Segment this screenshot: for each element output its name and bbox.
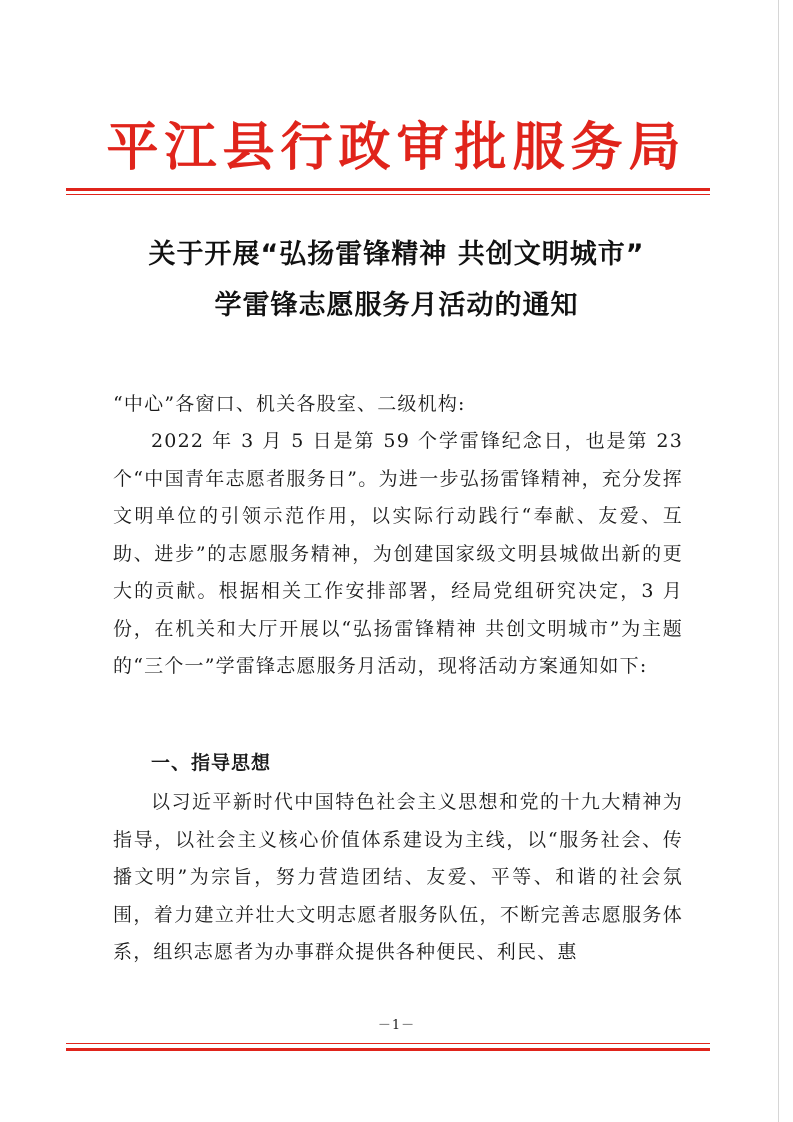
- guiding-ideology-paragraph: 以习近平新时代中国特色社会主义思想和党的十九大精神为指导，以社会主义核心价值体系建设为主线，以“服务社会、传播文明”为宗旨，努力营造团结、友爱、平等、和谐的社会氛围，着力建立并壮大文明志愿者服务队伍，不断完善志愿服务体系，组织志愿者为办事群众提供各种便民、利民、惠: [113, 791, 683, 963]
- notice-title-line2: 学雷锋志愿服务月活动的通知: [214, 290, 579, 321]
- footer-rule-thin: [66, 1043, 710, 1044]
- page-edge-line: [778, 0, 779, 1122]
- footer-rule-thick: [66, 1048, 710, 1051]
- agency-masthead: 平江县行政审批服务局: [106, 117, 687, 178]
- page-number: －1－: [377, 1018, 416, 1033]
- notice-title-line1: 关于开展“弘扬雷锋精神 共创文明城市”: [148, 239, 645, 270]
- header-rule-thick: [66, 188, 710, 191]
- header-rule-thin: [66, 194, 710, 195]
- section-heading-guiding-ideology: 一、指导思想: [151, 752, 272, 774]
- intro-paragraph: 2022 年 3 月 5 日是第 59 个学雷锋纪念日，也是第 23 个“中国青年志愿者服务日”。为进一步弘扬雷锋精神，充分发挥文明单位的引领示范作用，以实际行动践行“奉献、友爱、互助、进步”的志愿服务精神，为创建国家级文明县城做出新的更大的贡献。根据相关工作安排部署，经局党组研究决定，3 月份，在机关和大厅开展以“弘扬雷锋精神 共创文明城市”为主题的“三个一”学雷锋志愿服务月活动，现将活动方案通知如下:: [113, 430, 683, 677]
- salutation: “中心”各窗口、机关各股室、二级机构:: [113, 393, 466, 415]
